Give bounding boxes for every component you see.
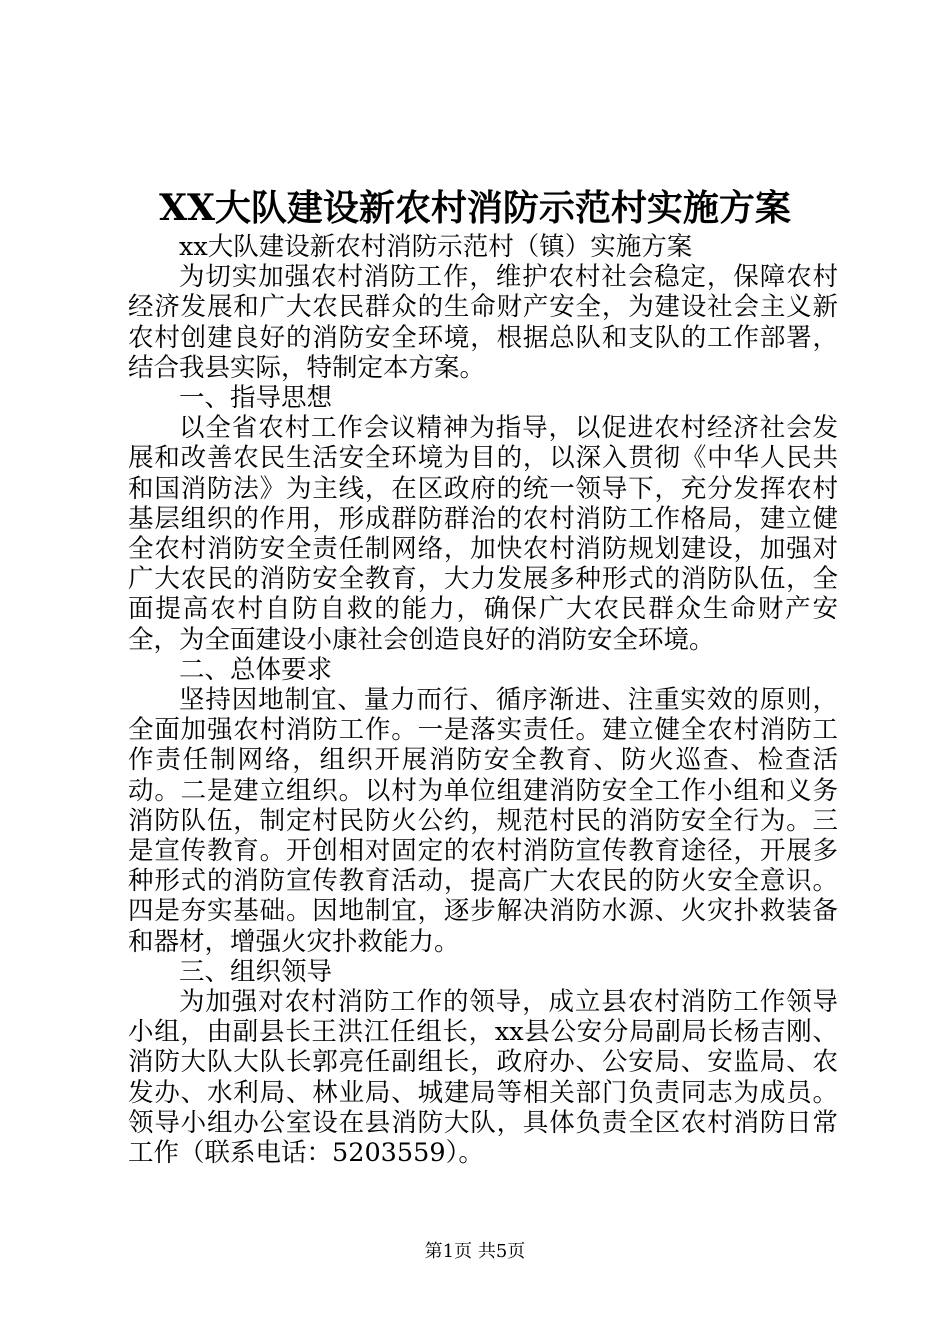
section-heading-guiding-ideology: 一、指导思想 — [179, 383, 333, 414]
document-title: XX大队建设新农村消防示范村实施方案 — [159, 187, 791, 229]
section-heading-overall-requirements: 二、总体要求 — [179, 654, 333, 685]
guiding-ideology-paragraph: 以全省农村工作会议精神为指导，以促进农村经济社会发展和改善农民生活安全环境为目的，以深入贯彻《中华人民共和国消防法》为主线，在区政府的统一领导下，充分发挥农村基层组织的作用，形成群防群治的农村消防工作格局，建立健全农村消防安全责任制网络，加快农村消防规划建设，加强对广大农民的消防安全教育，大力发展多种形式的消防队伍，全面提高农村自防自救的能力，确保广大农民群众生命财产安全，为全面建设小康社会创造良好的消防安全环境。 — [128, 413, 838, 655]
subtitle-paragraph: xx大队建设新农村消防示范村（镇）实施方案 — [179, 232, 693, 262]
overall-requirements-paragraph: 坚持因地制宜、量力而行、循序渐进、注重实效的原则，全面加强农村消防工作。一是落实责任。建立健全农村消防工作责任制网络，组织开展消防安全教育、防火巡查、检查活动。二是建立组织。以村为单位组建消防安全工作小组和义务消防队伍，制定村民防火公约，规范村民的消防安全行为。三是宣传教育。开创相对固定的农村消防宣传教育途径，开展多种形式的消防宣传教育活动，提高广大农民的防火安全意识。四是夯实基础。因地制宜，逐步解决消防水源、火灾扑救装备和器材，增强火灾扑救能力。 — [128, 685, 838, 957]
organization-leadership-paragraph: 为加强对农村消防工作的领导，成立县农村消防工作领导小组，由副县长王洪江任组长，xx县公安分局副局长杨吉刚、消防大队大队长郭亮任副组长，政府办、公安局、安监局、农发办、水利局、林业局、城建局等相关部门负责同志为成员。领导小组办公室设在县消防大队，具体负责全区农村消防日常工作（联系电话：5203559）。 — [128, 987, 838, 1169]
section-heading-organization-leadership: 三、组织领导 — [179, 956, 333, 987]
intro-paragraph: 为切实加强农村消防工作，维护农村社会稳定，保障农村经济发展和广大农民群众的生命财产安全，为建设社会主义新农村创建良好的消防安全环境，根据总队和支队的工作部署，结合我县实际，特制定本方案。 — [128, 262, 838, 383]
document-body — [128, 232, 838, 1168]
page-number-footer: 第1页 共5页 — [424, 1241, 526, 1262]
